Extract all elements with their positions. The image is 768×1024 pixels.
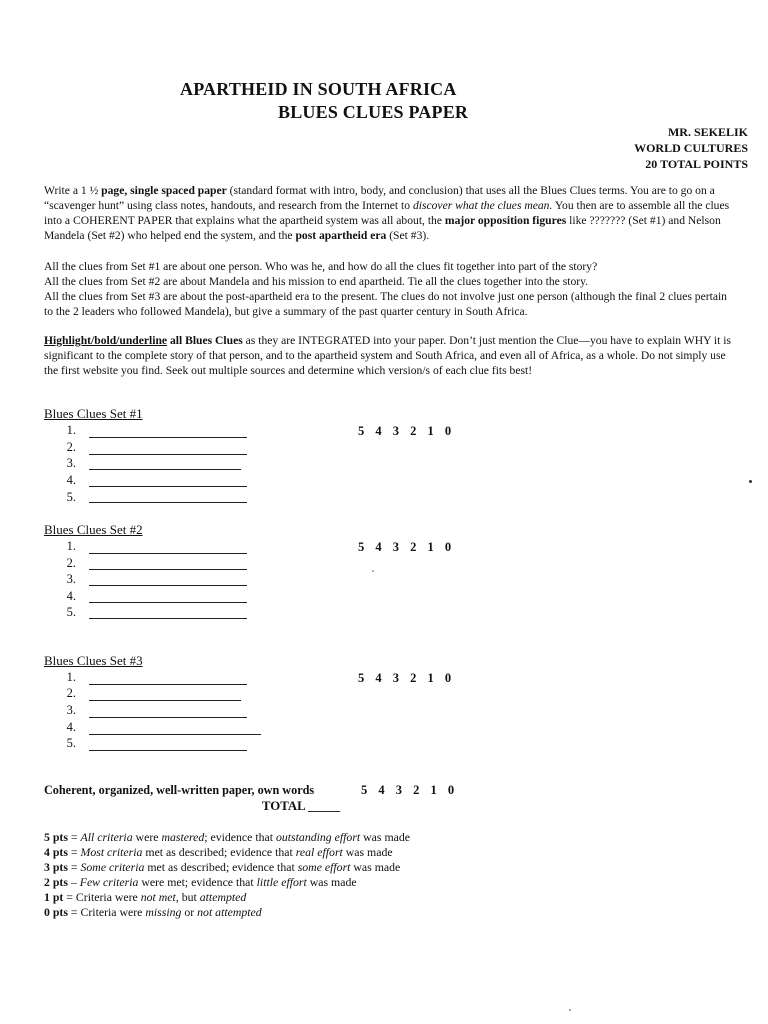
set1-description: All the clues from Set #1 are about one person. Who was he, and how do all the clues fit together into part of the story? bbox=[44, 260, 598, 273]
set1-blank-3[interactable] bbox=[89, 469, 241, 470]
set1-num-5: 5. bbox=[66, 490, 76, 504]
set2-label: Blues Clues Set #2 bbox=[44, 522, 143, 537]
rubric-5-t5: outstanding effort bbox=[275, 830, 361, 844]
rubric-3-t4: was made bbox=[350, 860, 401, 874]
set3-label: Blues Clues Set #3 bbox=[44, 653, 143, 668]
title-line-2: BLUES CLUES PAPER bbox=[278, 102, 469, 122]
set1-blank-5[interactable] bbox=[89, 502, 247, 503]
instructions-paragraph bbox=[44, 183, 734, 243]
set2-num-2: 2. bbox=[66, 556, 76, 570]
set2-blank-2[interactable] bbox=[89, 569, 247, 570]
set3-blank-1[interactable] bbox=[89, 684, 247, 685]
set3-description: All the clues from Set #3 are about the post-apartheid era to the present. The clues do not involve just one person (although the final 2 clues pertain to the 2 leaders who followed Mandela), but give a summary of the past quarter century in South Africa. bbox=[44, 290, 727, 318]
set-descriptions bbox=[44, 259, 734, 319]
rubric-0-t1: missing bbox=[145, 905, 182, 919]
set2-blank-4[interactable] bbox=[89, 602, 247, 603]
rubric-1-pts: 1 pt bbox=[44, 890, 64, 904]
coherent-score: 5 4 3 2 1 0 bbox=[361, 783, 456, 797]
rubric-1-t2: , but bbox=[175, 890, 200, 904]
rubric-3-pts: 3 pts bbox=[44, 860, 68, 874]
rubric-1-t1: not met bbox=[140, 890, 176, 904]
total-points: 20 TOTAL POINTS bbox=[645, 157, 748, 171]
set1-num-3: 3. bbox=[66, 456, 76, 470]
rubric-3-t2: met as described; evidence that bbox=[144, 860, 298, 874]
set2-description: All the clues from Set #2 are about Mandela and his mission to end apartheid. Tie all the clues together into the story. bbox=[44, 275, 589, 288]
set2-score: 5 4 3 2 1 0 bbox=[358, 540, 453, 554]
set1-blank-2[interactable] bbox=[89, 454, 247, 455]
teacher-name: MR. SEKELIK bbox=[667, 125, 748, 139]
rubric-4-t4: was made bbox=[342, 845, 393, 859]
scan-speck bbox=[749, 480, 752, 483]
p3-text: as they are INTEGRATED into your paper. Don’t just mention the Clue—you have to explain WHY it is significant to the complete story of that person, and to the apartheid system and South Africa, and even all of Africa, as a whole. Do not simply use the first website you find. Seek out multiple sources and determine which version/s of each clue fits best! bbox=[44, 334, 732, 377]
p1-bold-post-apartheid: post apartheid era bbox=[295, 229, 387, 242]
rubric-4 bbox=[44, 845, 410, 860]
set3-blank-4[interactable] bbox=[89, 734, 261, 735]
rubric-4-t3: real effort bbox=[295, 845, 343, 859]
rubric-1-t0: = Criteria were bbox=[63, 890, 141, 904]
set1-num-1: 1. bbox=[66, 423, 76, 437]
set3-num-4: 4. bbox=[66, 720, 76, 734]
set3-num-3: 3. bbox=[66, 703, 76, 717]
set1-blank-4[interactable] bbox=[89, 486, 247, 487]
total-label: TOTAL _____ bbox=[262, 799, 341, 813]
rubric-2 bbox=[44, 875, 410, 890]
course-name: WORLD CULTURES bbox=[634, 141, 748, 155]
set3-blank-5[interactable] bbox=[89, 750, 247, 751]
set1-blank-1[interactable] bbox=[89, 437, 247, 438]
rubric-4-t1: Most criteria bbox=[80, 845, 143, 859]
rubric-0-t3: not attempted bbox=[197, 905, 262, 919]
p1-text-g: like ??????? (Set #1) and Nelson Mandela (Set #2) who helped end the system, and the bbox=[44, 214, 721, 242]
set3-score: 5 4 3 2 1 0 bbox=[358, 671, 453, 685]
scan-speck bbox=[372, 570, 374, 572]
set2-num-1: 1. bbox=[66, 539, 76, 553]
p1-text-i: (Set #3). bbox=[386, 229, 430, 242]
rubric-5 bbox=[44, 830, 410, 845]
set3-blank-2[interactable] bbox=[89, 700, 241, 701]
rubric-4-t2: met as described; evidence that bbox=[142, 845, 296, 859]
p3-highlight-bold: Highlight/bold/underline bbox=[44, 334, 168, 347]
rubric-2-t2: were met; evidence that bbox=[138, 875, 257, 889]
rubric-5-t3: mastered bbox=[161, 830, 205, 844]
rubric-0-t2: or bbox=[181, 905, 198, 919]
p1-bold-figures: major opposition figures bbox=[444, 214, 567, 227]
highlight-instructions bbox=[44, 333, 734, 378]
rubric-5-t0: = bbox=[67, 830, 81, 844]
scan-speck bbox=[569, 1009, 571, 1011]
p1-text-e: You then are to assemble all the clues into a COHERENT PAPER that explains what the apartheid system was all about, the bbox=[44, 199, 730, 227]
rubric-5-t6: was made bbox=[360, 830, 411, 844]
rubric-0-pts: 0 pts bbox=[44, 905, 68, 919]
rubric-5-pts: 5 pts bbox=[44, 830, 68, 844]
p1-text-c: (standard format with intro, body, and conclusion) that uses all the Blues Clues terms. You are to go on a “scavenger hunt” using class notes, handouts, and research from the Internet to bbox=[44, 184, 715, 212]
rubric-0-t0: = Criteria were bbox=[67, 905, 146, 919]
set2-num-5: 5. bbox=[66, 605, 76, 619]
set2-num-4: 4. bbox=[66, 589, 76, 603]
set2-num-3: 3. bbox=[66, 572, 76, 586]
rubric-3 bbox=[44, 860, 410, 875]
rubric-4-t0: = bbox=[67, 845, 81, 859]
set3-num-5: 5. bbox=[66, 736, 76, 750]
rubric-2-t0: – bbox=[67, 875, 80, 889]
p1-text-a: Write a 1 ½ bbox=[44, 184, 102, 197]
rubric-1-t3: attempted bbox=[199, 890, 247, 904]
set2-blank-3[interactable] bbox=[89, 585, 247, 586]
set3-blank-3[interactable] bbox=[89, 717, 247, 718]
rubric-5-t1: All criteria bbox=[80, 830, 133, 844]
set1-label: Blues Clues Set #1 bbox=[44, 406, 143, 421]
set1-num-4: 4. bbox=[66, 473, 76, 487]
set1-num-2: 2. bbox=[66, 440, 76, 454]
p1-bold-paper: page, single spaced paper bbox=[101, 184, 227, 197]
set3-num-1: 1. bbox=[66, 670, 76, 684]
p1-italic-discover: discover what the clues mean. bbox=[412, 199, 553, 212]
title-line-1: APARTHEID IN SOUTH AFRICA bbox=[180, 79, 457, 99]
rubric-2-t4: was made bbox=[306, 875, 357, 889]
rubric-1 bbox=[44, 890, 410, 905]
rubric-2-pts: 2 pts bbox=[44, 875, 68, 889]
rubric-0 bbox=[44, 905, 410, 920]
rubric-2-t3: little effort bbox=[256, 875, 307, 889]
rubric-3-t3: some effort bbox=[297, 860, 351, 874]
p3-bold-clues: all Blues Clues bbox=[167, 334, 243, 347]
header-info bbox=[448, 124, 748, 172]
rubric-3-t0: = bbox=[67, 860, 81, 874]
rubric-3-t1: Some criteria bbox=[80, 860, 145, 874]
rubric-5-t2: were bbox=[132, 830, 162, 844]
set2-blank-1[interactable] bbox=[89, 553, 247, 554]
rubric-4-pts: 4 pts bbox=[44, 845, 68, 859]
set3-num-2: 2. bbox=[66, 686, 76, 700]
rubric-5-t4: ; evidence that bbox=[204, 830, 276, 844]
rubric-2-t1: Few criteria bbox=[79, 875, 139, 889]
rubric bbox=[44, 830, 410, 920]
set2-blank-5[interactable] bbox=[89, 618, 247, 619]
coherent-label: Coherent, organized, well-written paper, own words bbox=[44, 783, 315, 797]
set1-score: 5 4 3 2 1 0 bbox=[358, 424, 453, 438]
